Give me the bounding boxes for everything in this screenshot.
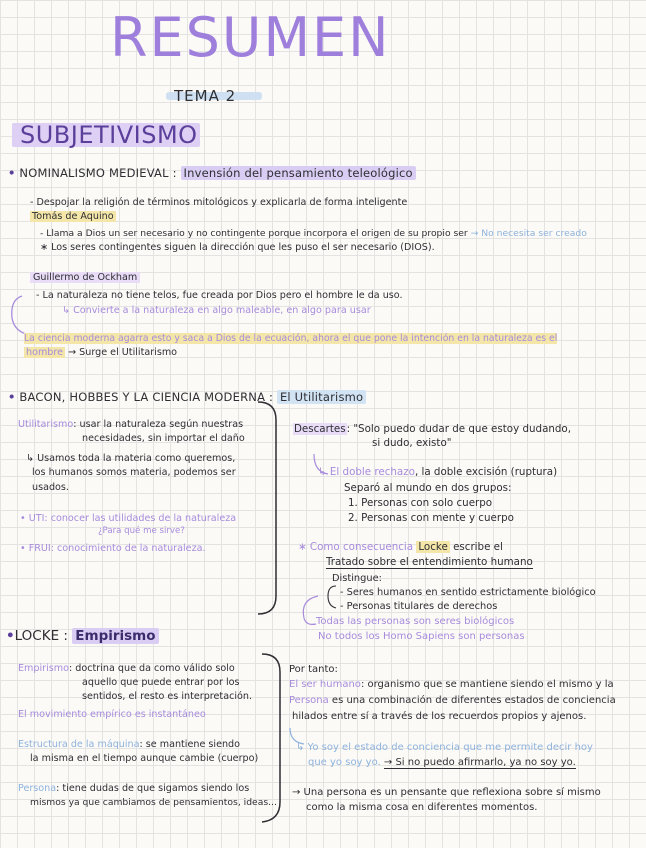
frui-line: • FRUI: conocimiento de la naturaleza. (20, 543, 206, 554)
section-heading (12, 119, 198, 151)
section3-label: LOCKE (14, 628, 60, 644)
page-title: RESUMEN (110, 6, 391, 69)
ser-humano-term: El ser humano (289, 679, 361, 690)
s1-line2-note: → No necesita ser creado (470, 228, 587, 239)
utilitarismo-line3: ↳ Usamos toda la materia como queremos, (26, 453, 236, 464)
empirismo-line3: sentidos, el resto es interpretación. (82, 691, 253, 702)
persona-def-2: es una combinación de diferentes estados de conciencia (331, 695, 616, 706)
distingue-item2: - Personas titulares de derechos (340, 601, 498, 612)
hilados-line: hilados entre sí a través de los recuerdos propios y ajenos. (292, 711, 587, 722)
si-no-puedo: → Si no puedo afirmarlo, ya no soy yo. (383, 757, 576, 768)
persona-line (289, 694, 616, 707)
s1-line7-result: → Surge el Utilitarismo (68, 347, 178, 358)
descartes-line1 (293, 423, 571, 436)
section1-subtitle: Invensión del pensamiento teleológico (181, 166, 416, 180)
consecuencia-line (298, 541, 503, 554)
empirismo-def (18, 662, 235, 675)
persona-line1: : tiene dudas de que sigamos siendo los (56, 783, 250, 794)
section2-label: BACON, HOBBES Y LA CIENCIA MODERNA (19, 390, 266, 404)
empirismo-line4: El movimiento empírico es instantáneo (18, 709, 206, 720)
ockham-bracket (12, 296, 26, 334)
tratado-title: Tratado sobre el entendimiento humano (326, 556, 533, 568)
ser-humano-def: : organismo que se mantiene siendo el mismo y la (360, 679, 614, 690)
persona-line2: mismos ya que cambiamos de pensamientos, ideas... (30, 797, 277, 808)
s1-line1: - Despojar la religión de términos mitológicos y explicarla de forma inteligente (30, 197, 408, 208)
uti-line: • UTI: conocer las utilidades de la naturaleza (20, 513, 237, 524)
section3-title: •LOCKE : Empirismo (6, 628, 159, 644)
ockham-name: Guillermo de Ockham (30, 272, 140, 283)
page-subtitle (160, 86, 237, 105)
estructura-def (18, 738, 240, 751)
s1-line3: ∗ Los seres contingentes siguen la dirección que les puso el ser necesario (DIOS). (40, 242, 435, 253)
todas-personas: Todas las personas son seres biológicos (316, 616, 515, 627)
yo-soy-line: ↳ Yo soy el estado de conciencia que me permite decir hoy (296, 742, 593, 753)
consecuencia-term: ∗ Como consecuencia (298, 541, 414, 553)
persona-term: Persona (18, 783, 57, 794)
misma-cosa-line: como la misma cosa en diferentes momentos. (306, 802, 538, 813)
section2-bracket (258, 402, 276, 614)
s1-line6 (24, 333, 557, 345)
utilitarismo-def-line1: : usar la naturaleza según nuestras (73, 419, 244, 430)
tomas-label (30, 211, 116, 223)
s1-line4: - La naturaleza no tiene telos, fue creada por Dios pero el hombre le da uso. (36, 290, 403, 301)
consecuencia-rest: escribe el (453, 541, 503, 553)
utilitarismo-def-line2: necesidades, sin importar el daño (82, 433, 245, 444)
descartes-quote1: : "Solo puedo dudar de que estoy dudando, (346, 423, 572, 435)
subtitle-text: TEMA 2 (174, 87, 237, 105)
utilitarismo-def (18, 418, 243, 431)
section2-title: • BACON, HOBBES Y LA CIENCIA MODERNA : El Utilitarismo (8, 390, 366, 404)
grupo-1: 1. Personas con solo cuerpo (348, 497, 493, 509)
no-todos: No todos los Homo Sapiens son personas (318, 631, 525, 642)
grupo-2: 2. Personas con mente y cuerpo (348, 512, 514, 524)
s1-line6-text: La ciencia moderna agarra esto y saca a Dios de la ecuación, ahora el que pone la intención en la naturaleza es el (24, 333, 558, 344)
section1-title: • NOMINALISMO MEDIEVAL : Invensión del pensamiento teleológico (8, 166, 416, 180)
tomas-name: Tomás de Aquino (32, 211, 114, 222)
tratado-line (326, 556, 533, 569)
s1-line2 (40, 228, 587, 240)
ser-humano-line (289, 678, 614, 691)
heading-text: SUBJETIVISMO (20, 121, 198, 149)
estructura-line2: la misma en el tiempo aunque cambie (cuerpo) (30, 753, 259, 764)
uti-question: ¿Para qué me sirve? (98, 526, 185, 536)
ockham-label (30, 272, 140, 284)
yo-soy-yo: que yo soy yo. (308, 757, 381, 768)
separo-line: Separó al mundo en dos grupos: (344, 482, 512, 494)
utilitarismo-line4: los humanos somos materia, podemos ser (32, 467, 236, 478)
section1-label: NOMINALISMO MEDIEVAL (19, 166, 169, 180)
utilitarismo-term: Utilitarismo (18, 419, 74, 430)
yo-soy-yo-line (308, 756, 576, 769)
doble-rechazo-line (318, 466, 557, 479)
estructura-line1: : se mantiene siendo (139, 739, 241, 750)
distingue-item1: - Seres humanos en sentido estrictamente biológico (340, 587, 596, 598)
distingue-bracket (328, 586, 336, 608)
section3-subtitle: Empirismo (72, 628, 158, 644)
utilitarismo-line5: usados. (32, 482, 69, 493)
por-tanto: Por tanto: (289, 664, 338, 675)
s1-line2-text: - Llama a Dios un ser necesario y no contingente porque incorpora el origen de su propio ser (40, 228, 468, 239)
section2-subtitle: El Utilitarismo (277, 390, 366, 404)
empirismo-line2: aquello que puede entrar por los (82, 677, 240, 688)
empirismo-line1: : doctrina que da como válido solo (69, 663, 235, 674)
persona-term-2: Persona (289, 695, 329, 706)
locke-name: Locke (418, 541, 448, 553)
descartes-quote2: si dudo, existo" (372, 437, 452, 449)
persona-def (18, 782, 249, 795)
pensante-line: → Una persona es un pensante que reflexiona sobre sí mismo (292, 787, 601, 798)
descartes-term: Descartes (294, 423, 346, 435)
s1-line5: ↳ Convierte a la naturaleza en algo maleable, en algo para usar (62, 305, 371, 316)
distingue-label: Distingue: (332, 573, 382, 584)
s1-line7-word: hombre (26, 347, 64, 358)
doble-rechazo-def: , la doble excisión (ruptura) (414, 466, 558, 478)
s1-line7 (24, 347, 177, 359)
empirismo-term: Empirismo (18, 663, 69, 674)
doble-rechazo-term: ↳ El doble rechazo (318, 466, 415, 478)
estructura-term: Estructura de la máquina (18, 739, 140, 750)
